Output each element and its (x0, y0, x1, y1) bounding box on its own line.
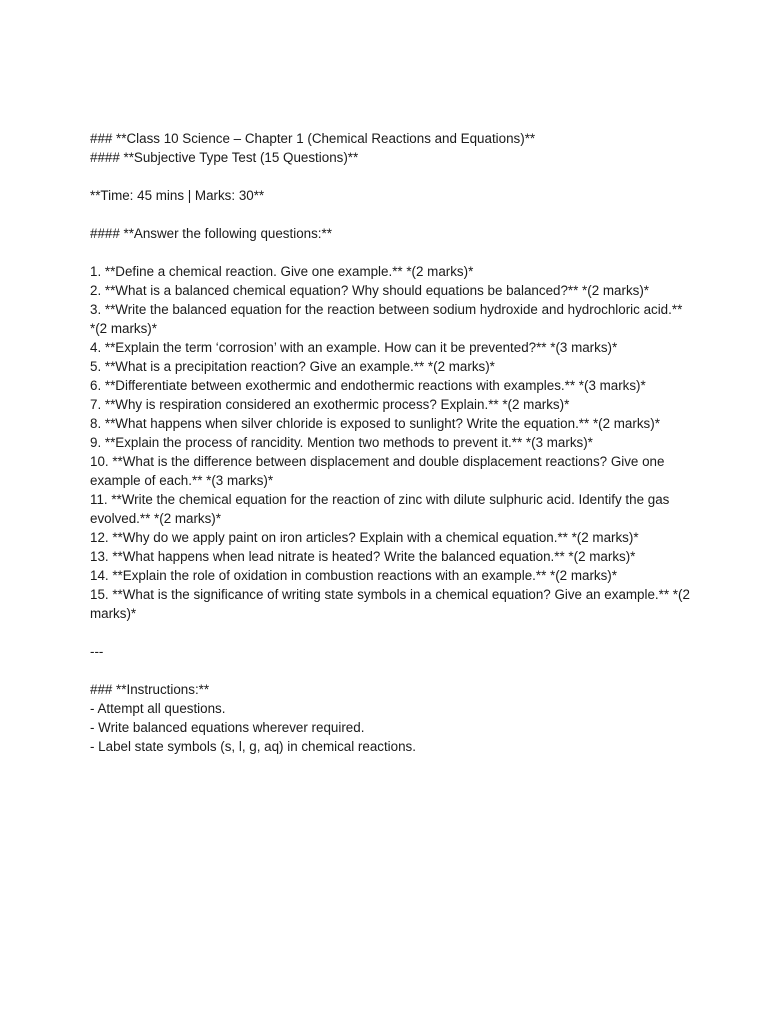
spacer (90, 661, 690, 680)
document-subtitle: #### **Subjective Type Test (15 Questions)** (90, 150, 359, 165)
question-item: 15. **What is the significance of writing state symbols in a chemical equation? Give an example.** *(2 marks)* (90, 587, 690, 621)
question-item: 4. **Explain the term ‘corrosion’ with an example. How can it be prevented?** *(3 marks)* (90, 340, 618, 355)
spacer (90, 205, 690, 224)
spacer (90, 167, 690, 186)
question-item: 9. **Explain the process of rancidity. Mention two methods to prevent it.** *(3 marks)* (90, 435, 593, 450)
instructions-list (90, 699, 690, 756)
question-item: 2. **What is a balanced chemical equation? Why should equations be balanced?** *(2 marks)* (90, 283, 650, 298)
question-item: 10. **What is the difference between displacement and double displacement reactions? Give one example of each.** *(3 marks)* (90, 454, 665, 488)
spacer (90, 623, 690, 642)
question-item: 7. **Why is respiration considered an exothermic process? Explain.** *(2 marks)* (90, 397, 570, 412)
instruction-item: - Label state symbols (s, l, g, aq) in chemical reactions. (90, 739, 416, 754)
question-item: 13. **What happens when lead nitrate is heated? Write the balanced equation.** *(2 marks)* (90, 549, 636, 564)
question-item: 1. **Define a chemical reaction. Give one example.** *(2 marks)* (90, 264, 474, 279)
question-item: 11. **Write the chemical equation for the reaction of zinc with dilute sulphuric acid. Identify the gas evolved.** *(2 marks)* (90, 492, 670, 526)
question-list (90, 262, 690, 623)
question-item: 8. **What happens when silver chloride is exposed to sunlight? Write the equation.** *(2 marks)* (90, 416, 660, 431)
instruction-item: - Write balanced equations wherever required. (90, 720, 365, 735)
instruction-item: - Attempt all questions. (90, 701, 226, 716)
document-title: ### **Class 10 Science – Chapter 1 (Chemical Reactions and Equations)** (90, 131, 536, 146)
answer-heading: #### **Answer the following questions:** (90, 226, 332, 241)
time-marks-line: **Time: 45 mins | Marks: 30** (90, 188, 265, 203)
question-item: 3. **Write the balanced equation for the reaction between sodium hydroxide and hydrochloric acid.** *(2 marks)* (90, 302, 683, 336)
document-page (90, 129, 690, 756)
question-item: 12. **Why do we apply paint on iron articles? Explain with a chemical equation.** *(2 marks)* (90, 530, 639, 545)
question-item: 5. **What is a precipitation reaction? Give an example.** *(2 marks)* (90, 359, 495, 374)
question-item: 6. **Differentiate between exothermic and endothermic reactions with examples.** *(3 marks)* (90, 378, 646, 393)
divider-text: --- (90, 644, 104, 659)
instructions-heading: ### **Instructions:** (90, 682, 210, 697)
question-item: 14. **Explain the role of oxidation in combustion reactions with an example.** *(2 marks)* (90, 568, 617, 583)
spacer (90, 243, 690, 262)
